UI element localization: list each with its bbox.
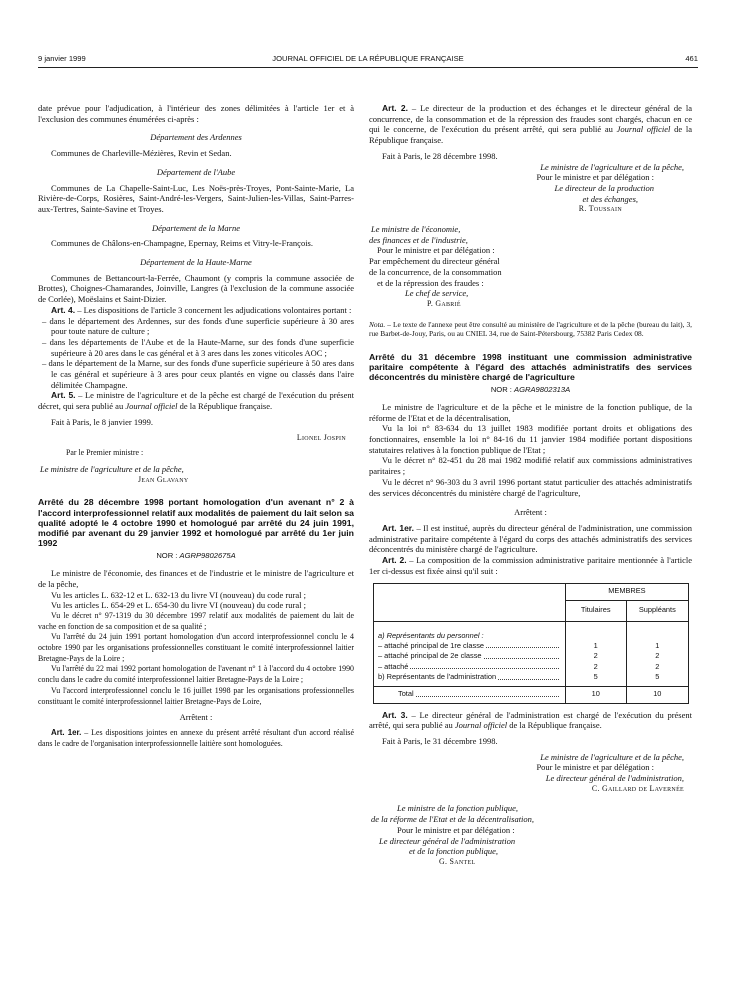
director-title: Le directeur général de l'administration	[379, 835, 516, 846]
delegation-line: Pour le ministre et par délégation :	[536, 172, 654, 183]
preamble-paragraph: Vu les articles L. 632-12 et L. 632-13 du livre VI (nouveau) du code rural ;	[51, 589, 306, 600]
director-title: et des échanges,	[582, 193, 638, 204]
page-header	[38, 54, 698, 66]
nor-label: NOR :	[490, 385, 515, 395]
journal-name: Journal officiel	[454, 720, 508, 731]
signatory: P. Gabrié	[427, 298, 461, 308]
table-header-suppleants: Suppléants	[626, 600, 688, 621]
article-text: – Le directeur de la production et des échanges et le directeur général de la concurrence, de la consommation et de la répression des fraudes sont chargés, chacun en ce qui le concerne, de l'exécution du présent arrêté, qui sera publié au	[369, 103, 693, 135]
article-text: de la République française.	[507, 720, 602, 731]
row-label-text: – attaché principal de 2e classe	[378, 651, 482, 661]
preamble-paragraph: Vu les articles L. 654-29 et L. 654-30 du livre VI (nouveau) du code rural ;	[51, 600, 306, 611]
article-text: – Il est institué, auprès du directeur général de l'administration, une commission administrative paritaire compétente à l'égard du corps des attachés administratifs des services déconcentrés du ministère chargé de l'agriculture.	[369, 523, 693, 555]
dot-leader	[410, 662, 558, 669]
article-3	[369, 710, 692, 731]
table-row-label	[378, 672, 561, 682]
department-communes: Communes de Charleville-Mézières, Revin et Sedan.	[51, 148, 232, 159]
article-2	[369, 555, 692, 576]
table-cell: 5	[593, 672, 598, 682]
preamble-paragraph: Vu le décret n° 97-1319 du 30 décembre 1997 relatif aux modalités de paiement du lait de vache en fonction de sa composition et de sa qualité ;	[38, 610, 354, 631]
nor-code: AGRA9802313A	[514, 385, 571, 395]
nota-note	[369, 320, 692, 338]
minister-title: de la réforme de l'Etat et de la décentralisation,	[371, 814, 535, 825]
list-item: – dans le département de la Marne, sur des fonds d'une superficie supérieure à 50 ares dans le cas général et supérieure à 3 ares pour ceux plantés en vigne ou classés dans l'aire délimitée Champagne.	[42, 358, 354, 390]
table-suppleants-cell	[626, 621, 688, 686]
table-row-label: a) Représentants du personnel :	[378, 630, 484, 640]
table-corner-cell	[374, 583, 566, 621]
dot-leader	[484, 651, 559, 658]
members-table	[373, 583, 689, 704]
table-titulaires-cell	[565, 621, 626, 686]
minister-title: Le ministre de la fonction publique,	[397, 803, 519, 814]
nota-text: – Le texte de l'annexe peut être consulté au ministère de l'agriculture et de la pêche (bureau du lait), 3, rue Barbet-de-Jouy, Paris, ou au CNIEL 34, rue de Saint-Pétersbourg, 75382 Paris Cedex 08.	[369, 319, 692, 338]
list-item: – dans les départements de l'Aube et de la Haute-Marne, sur des fonds d'une superficie supérieure à 20 ares dans le cas général et à 3 ares dans les zones viticoles AOC ;	[42, 336, 354, 358]
delegation-line: Pour le ministre et par délégation :	[397, 824, 515, 835]
delegation-line: Par le Premier ministre :	[66, 448, 144, 458]
article-label: Art. 4.	[51, 304, 76, 315]
decree-title: Arrêté du 31 décembre 1998 instituant une commission administrative paritaire compétente à l'égard des attachés administratifs des services déconcentrés du ministère chargé de l'agriculture	[369, 351, 692, 383]
director-title: Le directeur de la production	[554, 182, 654, 193]
signature-date: Fait à Paris, le 8 janvier 1999.	[51, 416, 153, 427]
article-label: Art. 5.	[51, 390, 76, 401]
signatory: Lionel Jospin	[296, 432, 346, 442]
dot-leader	[498, 672, 559, 679]
article-2	[369, 103, 692, 146]
preamble-paragraph: Vu le décret n° 96-303 du 3 avril 1996 portant statut particulier des attachés administratifs des services déconcentrés du ministère chargé de l'agriculture,	[369, 476, 692, 498]
delegation-line: Pour le ministre et par délégation :	[377, 245, 495, 256]
article-text: de la République française.	[369, 124, 692, 146]
header-date: 9 janvier 1999	[38, 54, 86, 63]
director-title: et de la fonction publique,	[409, 846, 498, 857]
article-label: Art. 2.	[382, 555, 407, 566]
table-cell: 2	[655, 651, 660, 661]
preamble-paragraph: Vu le décret n° 82-451 du 28 mai 1982 modifié relatif aux commissions administratives paritaires ;	[369, 455, 692, 477]
table-body-row	[374, 621, 689, 686]
table-header-titulaires: Titulaires	[565, 600, 626, 621]
signature-date: Fait à Paris, le 31 décembre 1998.	[382, 735, 498, 746]
article-text: – Les dispositions de l'article 3 concernent les adjudications volontaires portant :	[75, 304, 352, 315]
row-label-text: b) Représentants de l'administration	[378, 672, 497, 682]
article-text: – Le directeur général de l'administration est chargé de l'exécution du présent arrêté, qui sera publié au	[369, 709, 693, 731]
department-heading: Département des Ardennes	[150, 132, 242, 143]
table-total-row	[374, 686, 689, 703]
article-label: Art. 1er.	[51, 727, 82, 737]
signatory: R. Toussain	[578, 204, 622, 214]
signatory: G. Santel	[439, 856, 476, 866]
journal-name: Journal officiel	[125, 401, 178, 412]
department-communes: Communes de Châlons-en-Champagne, Epernay, Reims et Vitry-le-François.	[51, 238, 313, 249]
article-label: Art. 1er.	[382, 523, 414, 533]
table-row-label	[378, 651, 561, 661]
arretent-heading: Arrêtent :	[179, 712, 213, 723]
table-row-label	[378, 662, 561, 672]
chief-title: Le chef de service,	[405, 288, 469, 299]
table-cell	[570, 631, 622, 641]
minister-title: Le ministre de l'agriculture et de la pêche,	[540, 161, 684, 172]
table-total-titulaires: 10	[565, 686, 626, 703]
table-header-members: MEMBRES	[565, 583, 688, 600]
minister-title: des finances et de l'industrie,	[369, 234, 468, 245]
dot-leader	[416, 689, 559, 697]
preamble-paragraph: Vu l'accord interprofessionnel conclu le 16 juillet 1998 par les organisations professionnelles constituant le comité interprofessionnel laitier Bretagne-Pays de Loire,	[38, 685, 354, 706]
signature-date: Fait à Paris, le 28 décembre 1998.	[382, 150, 498, 161]
article-4	[38, 305, 354, 316]
nota-label: Nota.	[369, 319, 386, 329]
nor-reference	[369, 385, 692, 396]
table-total-label	[374, 686, 566, 703]
header-rule	[38, 67, 698, 68]
delegation-line: Par empêchement du directeur général	[369, 256, 500, 267]
table-cell	[631, 631, 684, 641]
department-heading: Département de l'Aube	[156, 166, 236, 177]
article-1	[369, 523, 692, 555]
article-5	[38, 390, 354, 411]
preamble-paragraph: Le ministre de l'agriculture et de la pêche et le ministre de la fonction publique, de la réforme de l'Etat et de la décentralisation,	[369, 401, 692, 423]
arretent-heading: Arrêtent :	[514, 507, 547, 518]
header-journal-title: JOURNAL OFFICIEL DE LA RÉPUBLIQUE FRANÇAISE	[272, 54, 464, 63]
preamble-paragraph: Vu la loi n° 83-634 du 13 juillet 1983 modifiée portant droits et obligations des fonctionnaires, ensemble la loi n° 84-16 du 11 janvier 1984 modifiée portant dispositions statutaires relatives à la fonction publique de l'Etat ;	[369, 423, 692, 455]
decree-title: Arrêté du 28 décembre 1998 portant homologation d'un avenant n° 2 à l'accord interprofessionnel relatif aux modalités de paiement du lait selon sa qualité adopté le 4 octobre 1990 et homologué par arrêté du 24 juin 1991, modifié par avenant du 29 janvier 1992 et homologué par arrêté du 1er juin 1992	[38, 497, 354, 549]
table-cell: 2	[655, 661, 660, 671]
table-header-row	[374, 583, 689, 600]
signatory: Jean Glavany	[138, 474, 189, 484]
department-heading: Département de la Haute-Marne	[140, 257, 252, 268]
department-heading: Département de la Marne	[151, 222, 241, 233]
nor-reference	[38, 551, 354, 562]
left-column	[38, 103, 354, 749]
director-title: Le directeur général de l'administration,	[545, 773, 684, 784]
table-row-label	[378, 641, 561, 651]
dot-leader	[486, 641, 559, 648]
article-label: Art. 3.	[382, 709, 408, 720]
table-total-suppleants: 10	[626, 686, 688, 703]
right-column	[369, 103, 692, 868]
delegation-line: de la concurrence, de la consommation	[369, 266, 502, 277]
nor-code: AGRP9802675A	[179, 551, 236, 561]
minister-title: Le ministre de l'agriculture et de la pêche,	[40, 463, 184, 474]
delegation-line: et de la répression des fraudes :	[377, 277, 484, 288]
article-text: – La composition de la commission administrative paritaire mentionnée à l'article 1er ci-dessus est fixée ainsi qu'il suit :	[369, 555, 692, 576]
total-label-text: Total	[398, 689, 414, 699]
table-cell: 2	[593, 661, 598, 671]
row-label-text: – attaché principal de 1re classe	[378, 640, 484, 650]
article-label: Art. 2.	[382, 103, 408, 113]
signatory: C. Gaillard de Lavernée	[591, 783, 684, 793]
table-cell: 1	[593, 640, 598, 650]
row-label-text: – attaché	[378, 661, 409, 671]
preamble-paragraph: Vu l'arrêté du 24 juin 1991 portant homologation d'un accord interprofessionnel conclu le 4 octobre 1990 par les organisations professionnelles constituant le comité interprofessionnel laitier Bretagne-Pays de la Loire ;	[38, 632, 354, 663]
article-text: de la République française.	[177, 401, 273, 412]
nor-label: NOR :	[156, 551, 180, 561]
article-1	[38, 728, 354, 749]
list-item: – dans le département des Ardennes, sur des fonds d'une superficie supérieure à 30 ares pour toute nature de culture ;	[42, 315, 354, 337]
table-cell: 5	[655, 672, 660, 682]
preamble-paragraph: Vu l'arrêté du 22 mai 1992 portant homologation de l'avenant n° 1 à l'accord du 4 octobre 1990 conclu dans le cadre du comité interprofessionnel laitier Bretagne-Pays de la Loire ;	[38, 664, 354, 685]
journal-name: Journal officiel	[616, 124, 671, 135]
table-cell: 1	[655, 640, 660, 650]
table-labels-cell	[374, 621, 566, 686]
minister-title: Le ministre de l'économie,	[371, 224, 461, 235]
delegation-line: Pour le ministre et par délégation :	[536, 762, 654, 773]
preamble-paragraph: Le ministre de l'économie, des finances et de l'industrie et le ministre de l'agriculture et de la pêche,	[38, 568, 354, 589]
article-text: – Le ministre de l'agriculture et de la pêche est chargé de l'exécution du présent décret, qui sera publié au	[38, 390, 354, 412]
minister-title: Le ministre de l'agriculture et de la pêche,	[540, 751, 684, 762]
department-communes: Communes de La Chapelle-Saint-Luc, Les Noës-près-Troyes, Pont-Sainte-Marie, La Rivière-de-Corps, Rosières, Saint-André-les-Vergers, Saint-Julien-les-Villas, Saint-Parres-aux-Tertres, Sainte-Savine et Troyes.	[38, 182, 354, 214]
department-communes: Communes de Bettancourt-la-Ferrée, Chaumont (y compris la commune associée de Brottes), Choignes-Chamarandes, Joinville, Langres (à l'exclusion de la commune associée de Corlée), Moëslains et Saint-Dizier.	[38, 272, 354, 305]
article-text: – Les dispositions jointes en annexe du présent arrêté résultant d'un accord réalisé dans le cadre de l'organisation interprofessionnelle laitière sont homologuées.	[38, 727, 354, 748]
table-cell: 2	[593, 651, 598, 661]
header-page-number: 461	[685, 54, 698, 63]
intro-paragraph: date prévue pour l'adjudication, à l'intérieur des zones délimitées à l'article 1er et à l'exclusion des communes énumérées ci-après :	[38, 103, 354, 124]
